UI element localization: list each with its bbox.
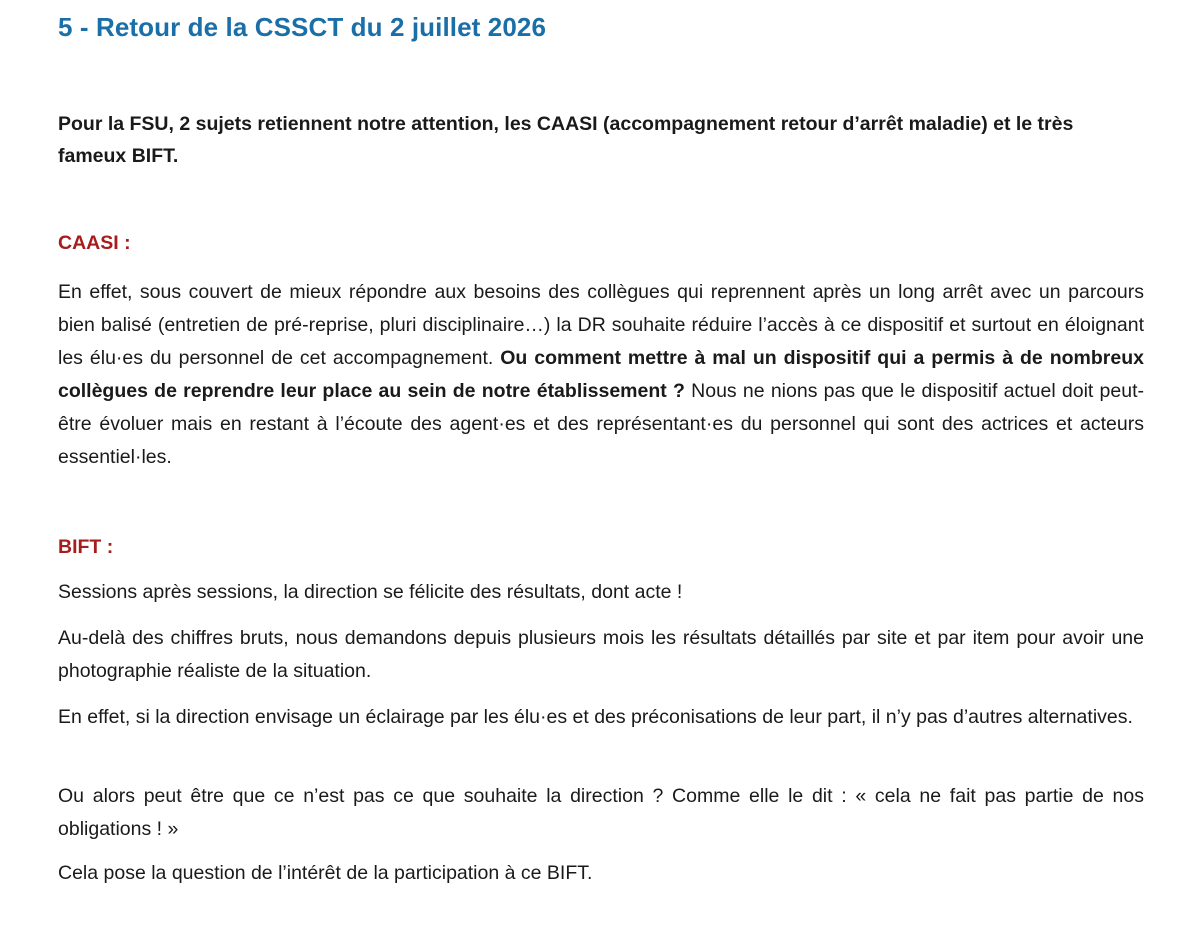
caasi-text-2: Nous ne nions pas que le dispositif actuel doit peut-être évoluer mais en restant à l’écoute des agent·es et des représentant·es du personnel qui sont des actrices et acteurs essentiel·les. <box>58 380 1144 468</box>
caasi-text-1: En effet, sous couvert de mieux répondre aux besoins des collègues qui reprennent après un long arrêt avec un parcours bien balisé (entretien de pré-reprise, pluri disciplinaire…) la DR souhaite réduire l’accès à ce dispositif et surtout en éloignant les élu·es du personnel de cet accompagnement. <box>58 281 1144 369</box>
bift-paragraph-1: Sessions après sessions, la direction se félicite des résultats, dont acte ! <box>58 581 683 603</box>
caasi-heading: CAASI : <box>58 232 131 254</box>
intro-paragraph: Pour la FSU, 2 sujets retiennent notre attention, les CAASI (accompagnement retour d’arrêt maladie) et le très fameux BIFT. <box>58 113 1074 167</box>
bift-paragraph-5: Cela pose la question de l’intérêt de la participation à ce BIFT. <box>58 862 593 884</box>
bift-paragraph-2: Au-delà des chiffres bruts, nous demandons depuis plusieurs mois les résultats détaillés par site et par item pour avoir une photographie réaliste de la situation. <box>58 627 1144 682</box>
caasi-paragraph <box>58 276 1144 474</box>
bift-heading: BIFT : <box>58 536 114 558</box>
bift-paragraph-4: Ou alors peut être que ce n’est pas ce que souhaite la direction ? Comme elle le dit : « cela ne fait pas partie de nos obligations ! » <box>58 785 1144 840</box>
section-title: 5 - Retour de la CSSCT du 2 juillet 2026 <box>58 12 547 42</box>
bift-paragraph-3: En effet, si la direction envisage un éclairage par les élu·es et des préconisations de leur part, il n’y pas d’autres alternatives. <box>58 706 1133 728</box>
caasi-text-bold: Ou comment mettre à mal un dispositif qui a permis à de nombreux collègues de reprendre leur place au sein de notre établissement ? <box>58 347 1144 402</box>
